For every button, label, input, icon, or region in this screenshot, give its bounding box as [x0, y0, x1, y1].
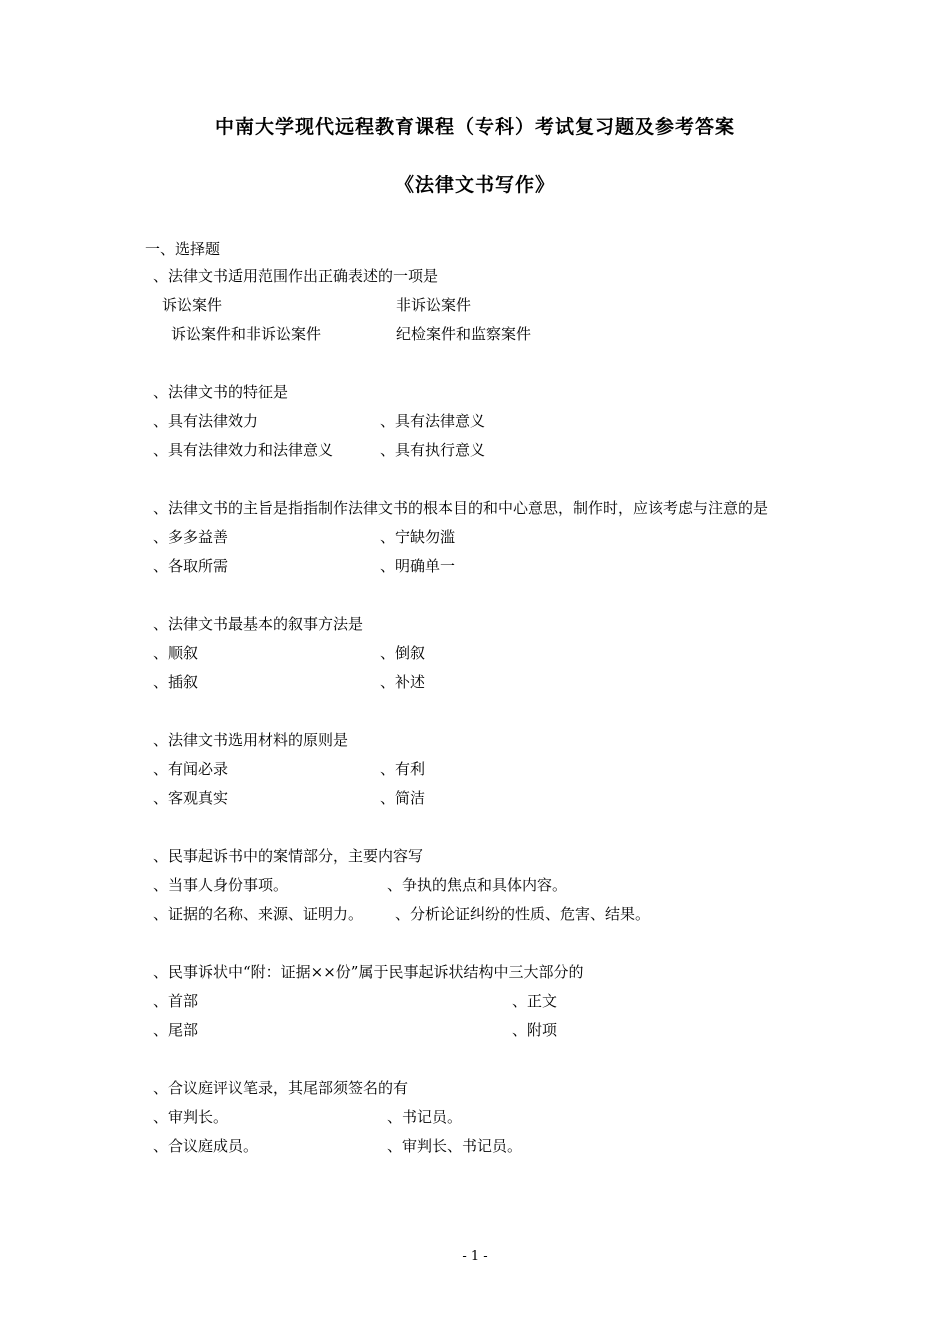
option-b: 非诉讼案件	[396, 296, 472, 314]
option-c: 、客观真实	[153, 789, 229, 807]
option-row	[145, 900, 815, 929]
option-row	[145, 1132, 815, 1161]
option-b: 、宁缺勿滥	[380, 528, 456, 546]
question-6	[145, 842, 815, 929]
option-a: 、有闻必录	[153, 760, 229, 778]
question-stem: 、民事起诉书中的案情部分，主要内容写	[153, 847, 424, 865]
question-1	[145, 262, 815, 349]
option-d: 、明确单一	[380, 557, 456, 575]
option-c: 、插叙	[153, 673, 199, 691]
option-a: 、审判长。	[153, 1108, 229, 1126]
question-stem: 、法律文书的主旨是指指制作法律文书的根本目的和中心意思，制作时，应该考虑与注意的是	[153, 499, 769, 517]
question-stem: 、法律文书最基本的叙事方法是	[153, 615, 364, 633]
option-b: 、正文	[512, 992, 558, 1010]
option-c: 、合议庭成员。	[153, 1137, 259, 1155]
question-3	[145, 494, 815, 581]
option-row	[145, 436, 815, 465]
question-stem: 、合议庭评议笔录，其尾部须签名的有	[153, 1079, 409, 1097]
option-c: 、各取所需	[153, 557, 229, 575]
option-b: 、争执的焦点和具体内容。	[387, 876, 568, 894]
page-number: - 1 -	[462, 1249, 488, 1264]
option-row	[145, 291, 815, 320]
question-7	[145, 958, 815, 1045]
option-row	[145, 871, 815, 900]
option-row	[145, 987, 815, 1016]
document-title: 中南大学现代远程教育课程（专科）考试复习题及参考答案	[214, 116, 735, 138]
question-5	[145, 726, 815, 813]
question-stem: 、法律文书的特征是	[153, 383, 289, 401]
option-d: 、具有执行意义	[380, 441, 486, 459]
option-d: 、分析论证纠纷的性质、危害、结果。	[395, 905, 651, 923]
option-row	[145, 523, 815, 552]
option-row	[145, 668, 815, 697]
option-row	[145, 639, 815, 668]
option-row	[145, 320, 815, 349]
option-a: 、当事人身份事项。	[153, 876, 289, 894]
question-2	[145, 378, 815, 465]
option-d: 、附项	[512, 1021, 558, 1039]
question-8	[145, 1074, 815, 1161]
option-c: 、证据的名称、来源、证明力。	[153, 905, 364, 923]
question-stem: 、民事诉状中“附：证据××份”属于民事起诉状结构中三大部分的	[153, 963, 584, 981]
question-stem: 、法律文书选用材料的原则是	[153, 731, 349, 749]
option-row	[145, 1103, 815, 1132]
option-d: 纪检案件和监察案件	[396, 325, 532, 343]
option-b: 、有利	[380, 760, 426, 778]
option-a: 、首部	[153, 992, 199, 1010]
option-c: 、尾部	[153, 1021, 199, 1039]
option-a: 诉讼案件	[162, 296, 223, 314]
question-list	[145, 262, 815, 1190]
option-b: 、书记员。	[387, 1108, 463, 1126]
option-c: 、具有法律效力和法律意义	[153, 441, 334, 459]
option-c: 诉讼案件和非诉讼案件	[171, 325, 322, 343]
option-row	[145, 407, 815, 436]
option-row	[145, 1016, 815, 1045]
option-row	[145, 784, 815, 813]
question-4	[145, 610, 815, 697]
option-a: 、多多益善	[153, 528, 229, 546]
option-d: 、简洁	[380, 789, 426, 807]
option-b: 、倒叙	[380, 644, 426, 662]
option-d: 、审判长、书记员。	[387, 1137, 523, 1155]
question-stem: 、法律文书适用范围作出正确表述的一项是	[153, 267, 439, 285]
option-a: 、顺叙	[153, 644, 199, 662]
option-row	[145, 552, 815, 581]
section-heading: 一、选择题	[145, 240, 221, 258]
option-b: 、具有法律意义	[380, 412, 486, 430]
option-row	[145, 755, 815, 784]
option-a: 、具有法律效力	[153, 412, 259, 430]
option-d: 、补述	[380, 673, 426, 691]
document-subtitle: 《法律文书写作》	[394, 174, 555, 196]
